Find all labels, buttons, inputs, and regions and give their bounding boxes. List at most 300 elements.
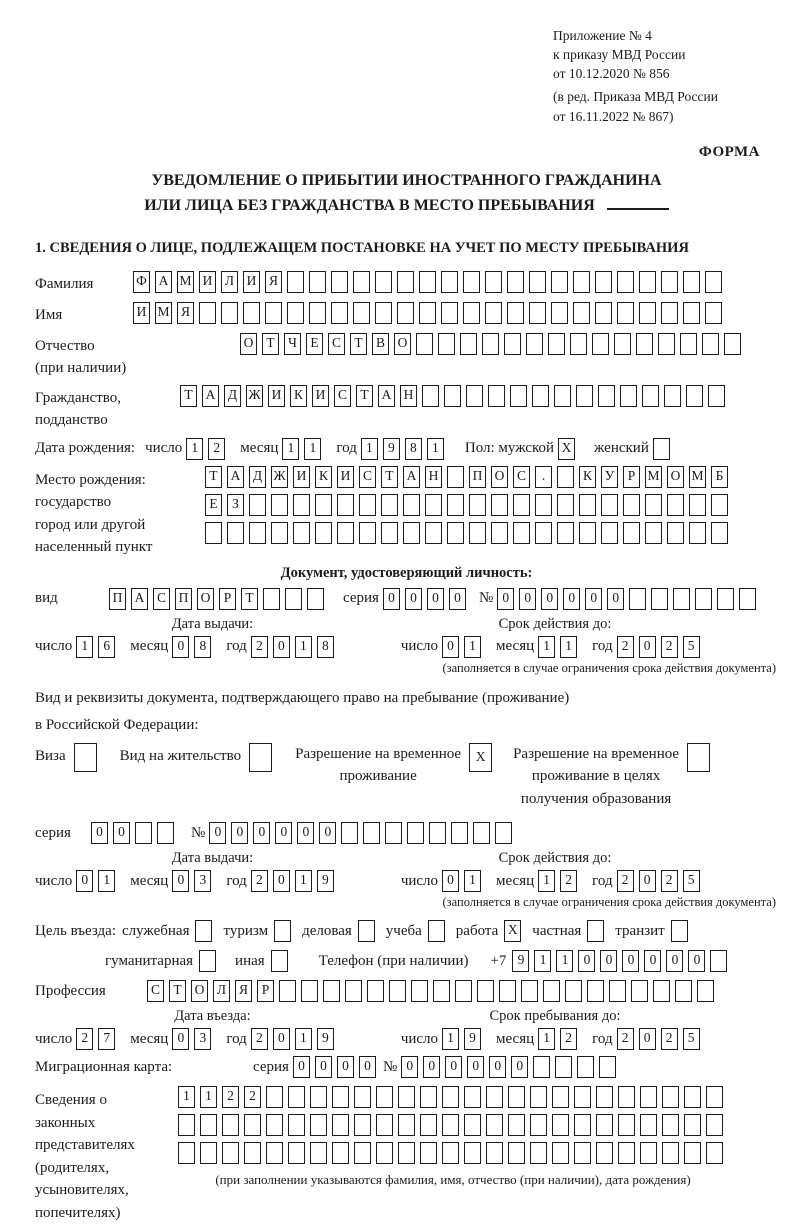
char-cell[interactable] (337, 522, 354, 544)
char-cell[interactable] (451, 822, 468, 844)
char-cell[interactable]: 1 (560, 636, 577, 658)
char-cell[interactable] (661, 302, 678, 324)
char-cell[interactable]: С (153, 588, 170, 610)
char-cell[interactable]: 0 (497, 588, 514, 610)
char-cell[interactable]: 2 (661, 636, 678, 658)
char-cell[interactable]: 0 (91, 822, 108, 844)
char-cell[interactable]: 0 (639, 636, 656, 658)
char-cell[interactable] (535, 522, 552, 544)
char-cell[interactable] (579, 494, 596, 516)
char-cell[interactable]: . (535, 466, 552, 488)
char-cell[interactable]: 0 (423, 1056, 440, 1078)
char-cell[interactable] (438, 333, 455, 355)
char-cell[interactable]: 0 (442, 870, 459, 892)
char-cell[interactable]: И (243, 271, 260, 293)
char-cell[interactable] (323, 980, 340, 1002)
char-cell[interactable]: 0 (427, 588, 444, 610)
char-cell[interactable] (359, 494, 376, 516)
stay-month-cells[interactable] (538, 1028, 582, 1050)
representatives-cells-row3[interactable] (178, 1142, 728, 1164)
char-cell[interactable] (683, 302, 700, 324)
char-cell[interactable]: 9 (512, 950, 529, 972)
char-cell[interactable] (309, 302, 326, 324)
char-cell[interactable]: В (372, 333, 389, 355)
char-cell[interactable] (529, 271, 546, 293)
char-cell[interactable]: 0 (231, 822, 248, 844)
char-cell[interactable] (442, 1114, 459, 1136)
char-cell[interactable] (662, 1086, 679, 1108)
char-cell[interactable]: 2 (251, 636, 268, 658)
char-cell[interactable] (697, 980, 714, 1002)
char-cell[interactable] (473, 822, 490, 844)
char-cell[interactable]: Е (205, 494, 222, 516)
char-cell[interactable] (711, 494, 728, 516)
char-cell[interactable] (381, 494, 398, 516)
char-cell[interactable]: С (359, 466, 376, 488)
char-cell[interactable] (287, 302, 304, 324)
char-cell[interactable] (667, 494, 684, 516)
char-cell[interactable]: 1 (464, 870, 481, 892)
char-cell[interactable] (331, 302, 348, 324)
char-cell[interactable]: К (579, 466, 596, 488)
char-cell[interactable] (687, 743, 710, 772)
char-cell[interactable]: 1 (361, 438, 378, 460)
char-cell[interactable]: Т (205, 466, 222, 488)
char-cell[interactable] (530, 1142, 547, 1164)
char-cell[interactable] (354, 1142, 371, 1164)
char-cell[interactable]: 3 (194, 1028, 211, 1050)
char-cell[interactable]: К (315, 466, 332, 488)
char-cell[interactable]: 0 (600, 950, 617, 972)
char-cell[interactable] (375, 271, 392, 293)
char-cell[interactable] (411, 980, 428, 1002)
char-cell[interactable]: 7 (98, 1028, 115, 1050)
char-cell[interactable] (477, 980, 494, 1002)
char-cell[interactable] (552, 1142, 569, 1164)
char-cell[interactable] (444, 385, 461, 407)
char-cell[interactable]: 0 (585, 588, 602, 610)
char-cell[interactable] (689, 522, 706, 544)
char-cell[interactable] (640, 1142, 657, 1164)
char-cell[interactable]: 1 (538, 870, 555, 892)
char-cell[interactable] (469, 522, 486, 544)
char-cell[interactable] (530, 1114, 547, 1136)
char-cell[interactable]: 2 (661, 870, 678, 892)
char-cell[interactable]: Д (224, 385, 241, 407)
char-cell[interactable] (702, 333, 719, 355)
char-cell[interactable]: 0 (519, 588, 536, 610)
char-cell[interactable] (640, 1086, 657, 1108)
char-cell[interactable] (671, 920, 688, 942)
char-cell[interactable]: 0 (113, 822, 130, 844)
char-cell[interactable]: 1 (295, 1028, 312, 1050)
residence-valid-month-cells[interactable] (538, 870, 582, 892)
representatives-cells-row2[interactable] (178, 1114, 728, 1136)
char-cell[interactable] (460, 333, 477, 355)
char-cell[interactable]: 9 (464, 1028, 481, 1050)
char-cell[interactable] (675, 980, 692, 1002)
char-cell[interactable] (705, 302, 722, 324)
char-cell[interactable] (398, 1114, 415, 1136)
char-cell[interactable]: М (177, 271, 194, 293)
char-cell[interactable] (403, 494, 420, 516)
residence-issue-year-cells[interactable] (251, 870, 339, 892)
char-cell[interactable]: К (290, 385, 307, 407)
char-cell[interactable] (683, 271, 700, 293)
char-cell[interactable] (195, 920, 212, 942)
char-cell[interactable]: О (191, 980, 208, 1002)
char-cell[interactable] (221, 302, 238, 324)
char-cell[interactable]: Р (257, 980, 274, 1002)
char-cell[interactable]: 0 (489, 1056, 506, 1078)
char-cell[interactable] (573, 302, 590, 324)
char-cell[interactable] (337, 494, 354, 516)
char-cell[interactable] (724, 333, 741, 355)
char-cell[interactable]: Т (169, 980, 186, 1002)
char-cell[interactable] (491, 522, 508, 544)
char-cell[interactable] (557, 466, 574, 488)
doc-valid-day-cells[interactable] (442, 636, 486, 658)
char-cell[interactable] (354, 1114, 371, 1136)
char-cell[interactable] (285, 588, 302, 610)
char-cell[interactable] (420, 1086, 437, 1108)
char-cell[interactable]: 1 (76, 636, 93, 658)
char-cell[interactable]: 0 (511, 1056, 528, 1078)
char-cell[interactable] (227, 522, 244, 544)
char-cell[interactable] (244, 1114, 261, 1136)
char-cell[interactable] (398, 1086, 415, 1108)
char-cell[interactable] (407, 822, 424, 844)
char-cell[interactable]: 0 (253, 822, 270, 844)
char-cell[interactable] (271, 950, 288, 972)
char-cell[interactable]: 5 (683, 636, 700, 658)
char-cell[interactable] (222, 1114, 239, 1136)
char-cell[interactable] (486, 1114, 503, 1136)
char-cell[interactable] (422, 385, 439, 407)
char-cell[interactable] (601, 494, 618, 516)
residence-issue-month-cells[interactable] (172, 870, 216, 892)
char-cell[interactable] (639, 271, 656, 293)
char-cell[interactable] (332, 1114, 349, 1136)
purpose-humanitarian-checkbox[interactable] (199, 950, 221, 972)
char-cell[interactable] (376, 1086, 393, 1108)
char-cell[interactable] (508, 1086, 525, 1108)
sex-female-checkbox[interactable] (653, 438, 675, 460)
char-cell[interactable]: 0 (319, 822, 336, 844)
char-cell[interactable]: 1 (178, 1086, 195, 1108)
char-cell[interactable] (249, 494, 266, 516)
char-cell[interactable]: X (558, 438, 575, 460)
char-cell[interactable] (508, 1142, 525, 1164)
char-cell[interactable] (706, 1114, 723, 1136)
char-cell[interactable] (667, 522, 684, 544)
char-cell[interactable]: 0 (172, 870, 189, 892)
char-cell[interactable]: 0 (688, 950, 705, 972)
char-cell[interactable] (673, 588, 690, 610)
char-cell[interactable]: 1 (200, 1086, 217, 1108)
char-cell[interactable] (425, 494, 442, 516)
char-cell[interactable] (288, 1142, 305, 1164)
char-cell[interactable]: X (469, 743, 492, 772)
char-cell[interactable] (596, 1086, 613, 1108)
char-cell[interactable]: 1 (186, 438, 203, 460)
char-cell[interactable] (618, 1086, 635, 1108)
char-cell[interactable] (557, 494, 574, 516)
char-cell[interactable] (420, 1114, 437, 1136)
char-cell[interactable] (645, 494, 662, 516)
char-cell[interactable]: 1 (295, 636, 312, 658)
char-cell[interactable] (353, 271, 370, 293)
char-cell[interactable] (441, 271, 458, 293)
char-cell[interactable]: 0 (541, 588, 558, 610)
char-cell[interactable]: X (504, 920, 521, 942)
char-cell[interactable]: 1 (534, 950, 551, 972)
char-cell[interactable] (200, 1142, 217, 1164)
char-cell[interactable] (463, 302, 480, 324)
char-cell[interactable]: 0 (644, 950, 661, 972)
char-cell[interactable] (243, 302, 260, 324)
char-cell[interactable] (592, 333, 609, 355)
entry-month-cells[interactable] (172, 1028, 216, 1050)
char-cell[interactable] (599, 1056, 616, 1078)
char-cell[interactable] (513, 522, 530, 544)
char-cell[interactable] (662, 1114, 679, 1136)
char-cell[interactable]: 0 (563, 588, 580, 610)
char-cell[interactable] (455, 980, 472, 1002)
char-cell[interactable]: Я (177, 302, 194, 324)
char-cell[interactable]: Ф (133, 271, 150, 293)
char-cell[interactable] (565, 980, 582, 1002)
char-cell[interactable] (447, 466, 464, 488)
char-cell[interactable]: У (601, 466, 618, 488)
char-cell[interactable]: 9 (317, 870, 334, 892)
char-cell[interactable]: О (240, 333, 257, 355)
char-cell[interactable]: 0 (337, 1056, 354, 1078)
char-cell[interactable]: М (645, 466, 662, 488)
char-cell[interactable]: М (155, 302, 172, 324)
char-cell[interactable]: С (513, 466, 530, 488)
char-cell[interactable] (706, 1086, 723, 1108)
char-cell[interactable] (595, 271, 612, 293)
stay-year-cells[interactable] (617, 1028, 705, 1050)
doc-kind-cells[interactable] (109, 588, 329, 610)
char-cell[interactable]: Т (262, 333, 279, 355)
entry-day-cells[interactable] (76, 1028, 120, 1050)
birth-month-cells[interactable] (282, 438, 326, 460)
char-cell[interactable] (661, 271, 678, 293)
char-cell[interactable] (315, 494, 332, 516)
char-cell[interactable]: Т (350, 333, 367, 355)
char-cell[interactable] (288, 1086, 305, 1108)
char-cell[interactable]: 0 (172, 1028, 189, 1050)
char-cell[interactable] (488, 385, 505, 407)
char-cell[interactable] (499, 980, 516, 1002)
char-cell[interactable]: О (491, 466, 508, 488)
char-cell[interactable] (651, 588, 668, 610)
char-cell[interactable] (485, 302, 502, 324)
char-cell[interactable] (535, 494, 552, 516)
char-cell[interactable] (376, 1114, 393, 1136)
birth-year-cells[interactable] (361, 438, 449, 460)
char-cell[interactable] (441, 302, 458, 324)
char-cell[interactable] (464, 1114, 481, 1136)
char-cell[interactable] (620, 385, 637, 407)
birthplace-cells-row2[interactable] (205, 494, 733, 516)
char-cell[interactable] (653, 438, 670, 460)
char-cell[interactable] (222, 1142, 239, 1164)
char-cell[interactable] (508, 1114, 525, 1136)
char-cell[interactable]: 1 (427, 438, 444, 460)
char-cell[interactable]: 8 (317, 636, 334, 658)
char-cell[interactable] (533, 1056, 550, 1078)
char-cell[interactable] (526, 333, 543, 355)
char-cell[interactable] (521, 980, 538, 1002)
char-cell[interactable] (574, 1114, 591, 1136)
residence-permit-checkbox[interactable] (249, 743, 277, 772)
char-cell[interactable] (706, 1142, 723, 1164)
char-cell[interactable]: 1 (442, 1028, 459, 1050)
char-cell[interactable]: 2 (251, 1028, 268, 1050)
char-cell[interactable] (274, 920, 291, 942)
char-cell[interactable] (332, 1086, 349, 1108)
char-cell[interactable] (576, 385, 593, 407)
surname-cells[interactable] (133, 271, 727, 293)
char-cell[interactable] (686, 385, 703, 407)
char-cell[interactable] (631, 980, 648, 1002)
doc-valid-year-cells[interactable] (617, 636, 705, 658)
char-cell[interactable] (684, 1086, 701, 1108)
char-cell[interactable]: Т (241, 588, 258, 610)
char-cell[interactable]: 0 (622, 950, 639, 972)
char-cell[interactable] (708, 385, 725, 407)
char-cell[interactable]: Р (219, 588, 236, 610)
char-cell[interactable] (310, 1114, 327, 1136)
char-cell[interactable] (199, 950, 216, 972)
residence-series-cells[interactable] (91, 822, 179, 844)
char-cell[interactable] (596, 1142, 613, 1164)
char-cell[interactable]: А (227, 466, 244, 488)
char-cell[interactable] (662, 1142, 679, 1164)
char-cell[interactable]: 0 (578, 950, 595, 972)
char-cell[interactable] (504, 333, 521, 355)
char-cell[interactable]: 1 (464, 636, 481, 658)
char-cell[interactable]: О (667, 466, 684, 488)
char-cell[interactable] (263, 588, 280, 610)
char-cell[interactable] (629, 588, 646, 610)
char-cell[interactable] (739, 588, 756, 610)
char-cell[interactable]: 9 (317, 1028, 334, 1050)
char-cell[interactable] (200, 1114, 217, 1136)
char-cell[interactable] (695, 588, 712, 610)
char-cell[interactable]: Л (213, 980, 230, 1002)
migration-series-cells[interactable] (293, 1056, 381, 1078)
char-cell[interactable] (705, 271, 722, 293)
char-cell[interactable] (530, 1086, 547, 1108)
char-cell[interactable]: 0 (293, 1056, 310, 1078)
char-cell[interactable]: 1 (556, 950, 573, 972)
residence-issue-day-cells[interactable] (76, 870, 120, 892)
char-cell[interactable]: 6 (98, 636, 115, 658)
char-cell[interactable] (375, 302, 392, 324)
residence-valid-day-cells[interactable] (442, 870, 486, 892)
char-cell[interactable] (658, 333, 675, 355)
char-cell[interactable] (532, 385, 549, 407)
char-cell[interactable] (485, 271, 502, 293)
char-cell[interactable]: Т (381, 466, 398, 488)
char-cell[interactable] (419, 271, 436, 293)
char-cell[interactable] (315, 522, 332, 544)
char-cell[interactable]: 0 (445, 1056, 462, 1078)
purpose-other-checkbox[interactable] (271, 950, 293, 972)
char-cell[interactable]: 0 (666, 950, 683, 972)
stay-day-cells[interactable] (442, 1028, 486, 1050)
char-cell[interactable]: Ч (284, 333, 301, 355)
char-cell[interactable] (577, 1056, 594, 1078)
char-cell[interactable]: А (403, 466, 420, 488)
char-cell[interactable] (367, 980, 384, 1002)
sex-male-checkbox[interactable] (558, 438, 580, 460)
char-cell[interactable]: Д (249, 466, 266, 488)
char-cell[interactable]: 0 (315, 1056, 332, 1078)
char-cell[interactable]: 1 (295, 870, 312, 892)
char-cell[interactable] (331, 271, 348, 293)
char-cell[interactable]: И (312, 385, 329, 407)
char-cell[interactable] (680, 333, 697, 355)
char-cell[interactable]: 0 (273, 636, 290, 658)
char-cell[interactable]: Н (400, 385, 417, 407)
char-cell[interactable]: 1 (98, 870, 115, 892)
phone-cells[interactable] (512, 950, 732, 972)
char-cell[interactable] (249, 743, 272, 772)
temp-residence-checkbox[interactable] (469, 743, 497, 772)
char-cell[interactable] (717, 588, 734, 610)
char-cell[interactable] (249, 522, 266, 544)
char-cell[interactable] (573, 271, 590, 293)
char-cell[interactable] (574, 1086, 591, 1108)
char-cell[interactable]: 0 (467, 1056, 484, 1078)
char-cell[interactable] (74, 743, 97, 772)
char-cell[interactable] (288, 1114, 305, 1136)
char-cell[interactable]: 2 (617, 870, 634, 892)
char-cell[interactable] (464, 1086, 481, 1108)
char-cell[interactable] (595, 302, 612, 324)
entry-year-cells[interactable] (251, 1028, 339, 1050)
char-cell[interactable] (664, 385, 681, 407)
char-cell[interactable] (636, 333, 653, 355)
residence-number-cells[interactable] (209, 822, 517, 844)
char-cell[interactable] (442, 1142, 459, 1164)
char-cell[interactable] (618, 1114, 635, 1136)
char-cell[interactable] (554, 385, 571, 407)
char-cell[interactable] (598, 385, 615, 407)
char-cell[interactable] (486, 1086, 503, 1108)
char-cell[interactable]: И (337, 466, 354, 488)
char-cell[interactable] (653, 980, 670, 1002)
char-cell[interactable]: 2 (560, 1028, 577, 1050)
char-cell[interactable]: 2 (76, 1028, 93, 1050)
profession-cells[interactable] (147, 980, 719, 1002)
char-cell[interactable] (271, 522, 288, 544)
char-cell[interactable]: Е (306, 333, 323, 355)
purpose-work-checkbox[interactable] (504, 920, 526, 942)
char-cell[interactable]: 0 (639, 870, 656, 892)
char-cell[interactable] (579, 522, 596, 544)
char-cell[interactable] (645, 522, 662, 544)
char-cell[interactable] (279, 980, 296, 1002)
char-cell[interactable]: П (109, 588, 126, 610)
purpose-business-checkbox[interactable] (358, 920, 380, 942)
char-cell[interactable] (310, 1086, 327, 1108)
